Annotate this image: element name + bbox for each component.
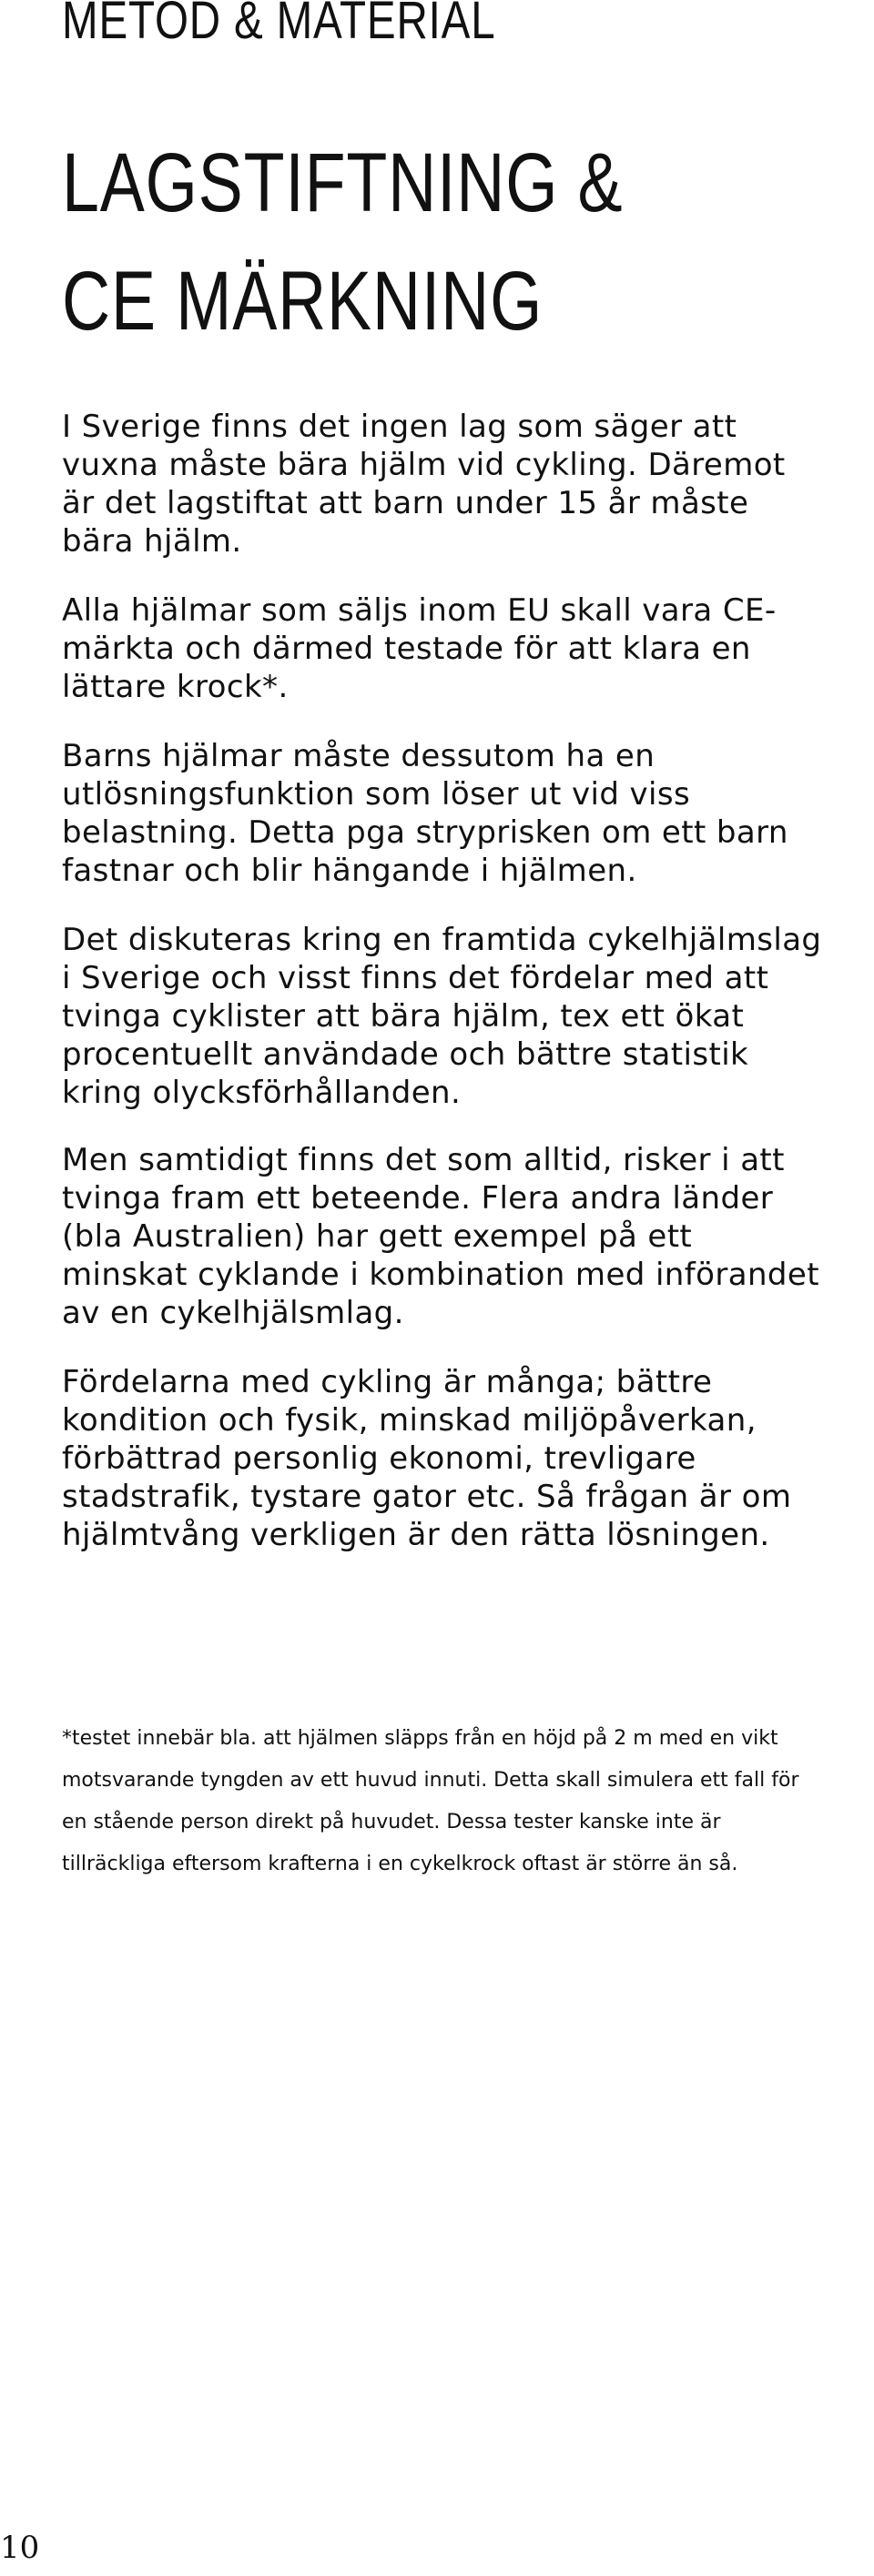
paragraph-6: Fördelarna med cykling är många; bättre kondition och fysik, minskad miljöpåverkan, förbättrad personlig ekonomi, trevligare stadstrafik, tystare gator etc. Så frågan är om hjälmtvång verkligen är den rätta lösningen.: [62, 1364, 792, 1553]
title-line-2: CE MÄRKNING: [62, 255, 544, 348]
paragraph-2: Alla hjälmar som säljs inom EU skall vara CE-märkta och därmed testade för att klara en lättare krock*.: [62, 592, 777, 705]
paragraph-1: I Sverige finns det ingen lag som säger att vuxna måste bära hjälm vid cykling. Däremot är det lagstiftat att barn under 15 år måste bära hjälm.: [62, 409, 786, 560]
paragraph-5: Men samtidigt finns det som alltid, risker i att tvinga fram ett beteende. Flera andra länder (bla Australien) har gett exempel på ett minskat cyklande i kombination med införandet av en cykelhjälsmlag.: [62, 1142, 819, 1331]
page-number: 10: [0, 2530, 40, 2566]
paragraph-3: Barns hjälmar måste dessutom ha en utlösningsfunktion som löser ut vid viss belastning. Detta pga stryprisken om ett barn fastnar och blir hängande i hjälmen.: [62, 738, 788, 889]
title-line-1: LAGSTIFTNING &: [62, 136, 624, 229]
footnote: *testet innebär bla. att hjälmen släpps från en höjd på 2 m med en vikt motsvarande tyngden av ett huvud innuti. Detta skall simulera ett fall för en stående person direkt på huvudet. Dessa tester kanske inte är tillräckliga eftersom krafterna i en cykelkrock oftast är större än så.: [62, 1727, 799, 1875]
body-text: [62, 408, 827, 1601]
page-title: [62, 124, 623, 360]
paragraph-4: Det diskuteras kring en framtida cykelhjälmslag i Sverige och visst finns det fördelar med att tvinga cyklister att bära hjälm, tex ett ökat procentuellt användade och bättre statistik kring olycksförhållanden.: [62, 922, 822, 1111]
section-label: METOD & MATERIAL: [62, 0, 496, 50]
